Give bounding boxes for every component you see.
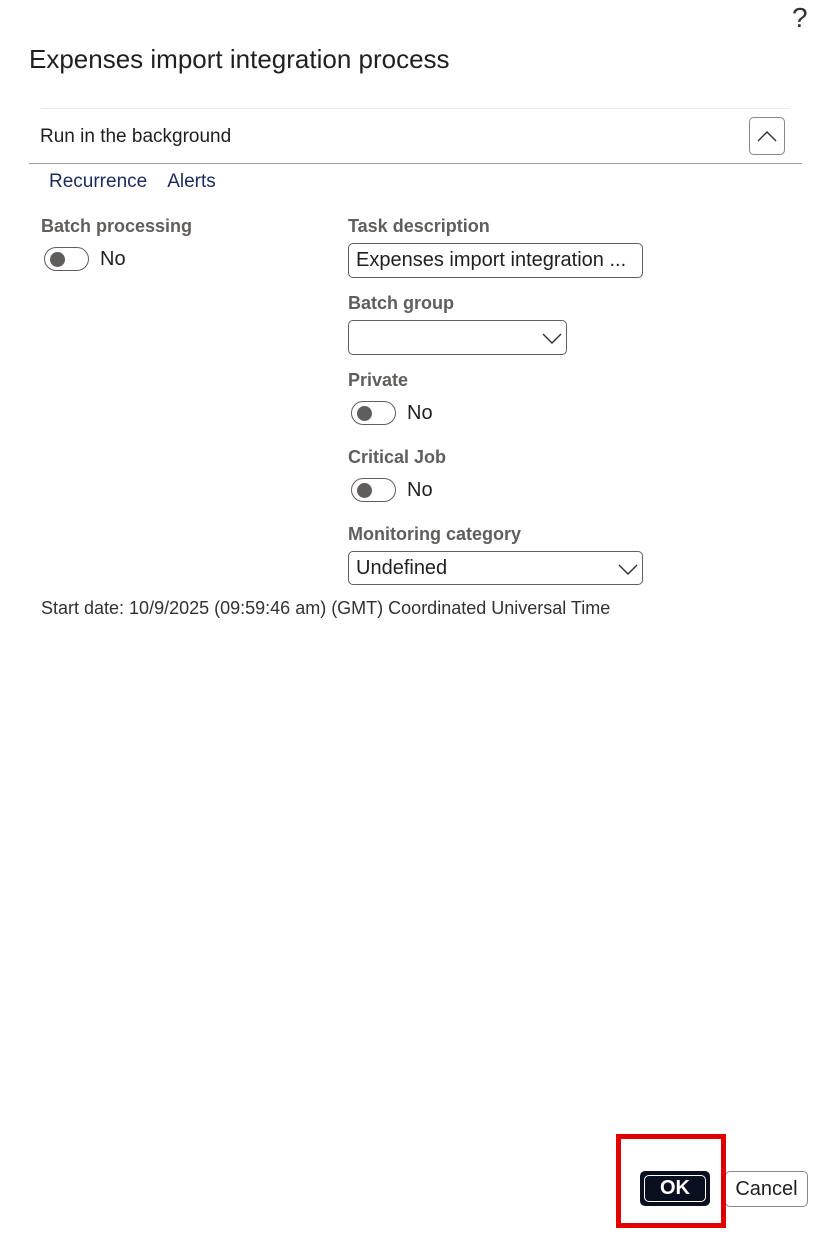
ok-button-label: OK <box>644 1175 706 1202</box>
critical-job-value: No <box>407 478 433 501</box>
batch-group-label: Batch group <box>348 293 454 313</box>
private-toggle-row <box>351 401 433 425</box>
cancel-button[interactable]: Cancel <box>725 1171 808 1207</box>
monitoring-category-select[interactable] <box>348 551 643 585</box>
batch-processing-toggle[interactable] <box>44 247 89 271</box>
monitoring-category-label: Monitoring category <box>348 524 522 544</box>
ok-button[interactable] <box>640 1171 710 1206</box>
tab-list <box>49 171 216 193</box>
critical-job-toggle[interactable] <box>351 478 396 502</box>
task-description-input[interactable] <box>348 243 643 278</box>
divider <box>41 108 790 109</box>
chevron-down-icon <box>618 559 638 579</box>
toggle-knob <box>50 252 65 267</box>
batch-group-select[interactable] <box>348 320 567 355</box>
critical-job-toggle-row <box>351 478 433 502</box>
private-value: No <box>407 401 433 424</box>
start-date-text: Start date: 10/9/2025 (09:59:46 am) (GMT) Coordinated Universal Time <box>41 598 611 618</box>
section-title: Run in the background <box>40 126 232 147</box>
dialog-title: Expenses import integration process <box>29 44 450 74</box>
tab-recurrence[interactable]: Recurrence <box>49 171 148 192</box>
collapse-section-button[interactable] <box>749 117 785 155</box>
task-description-value: Expenses import integration ... <box>356 249 627 271</box>
section-header-run-in-background <box>29 112 802 164</box>
tab-alerts[interactable]: Alerts <box>167 171 216 192</box>
task-description-label: Task description <box>348 216 490 236</box>
monitoring-category-value: Undefined <box>356 556 448 579</box>
private-label: Private <box>348 370 409 390</box>
chevron-up-icon <box>757 130 777 142</box>
batch-processing-label: Batch processing <box>41 216 193 236</box>
toggle-knob <box>357 406 372 421</box>
batch-processing-value: No <box>100 247 126 270</box>
chevron-down-icon <box>542 328 562 348</box>
help-icon[interactable]: ? <box>792 2 808 33</box>
batch-processing-toggle-row <box>44 247 126 271</box>
critical-job-label: Critical Job <box>348 447 447 467</box>
toggle-knob <box>357 483 372 498</box>
private-toggle[interactable] <box>351 401 396 425</box>
